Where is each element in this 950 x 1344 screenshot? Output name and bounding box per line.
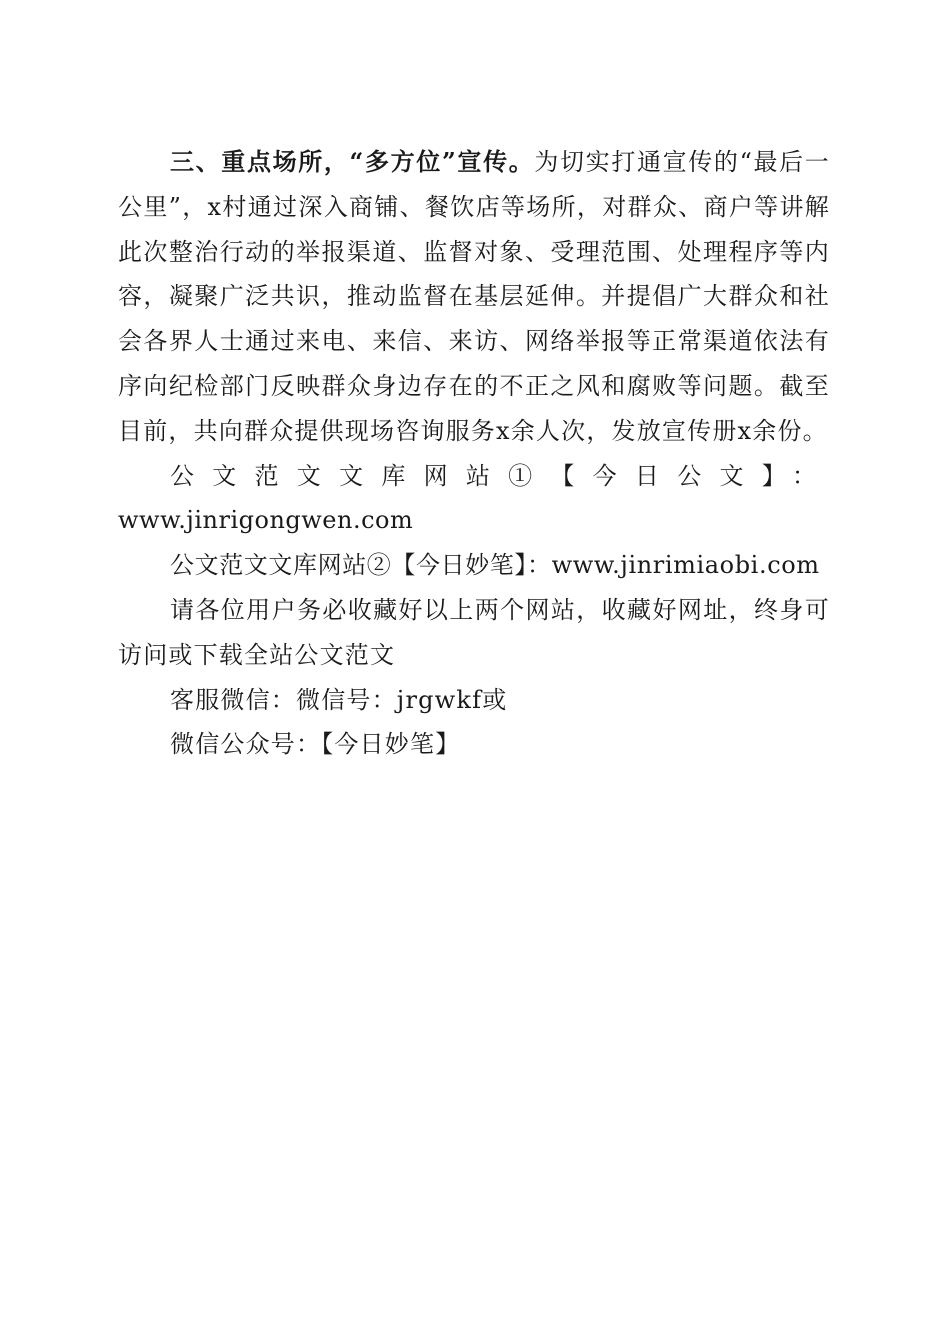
paragraph-heading: 三、重点场所，“多方位”宣传。 bbox=[170, 147, 535, 176]
document-body bbox=[118, 140, 830, 767]
paragraph-publicity bbox=[118, 140, 830, 454]
site-2-line: 公文范文文库网站②【今日妙笔】：www.jinrimiaobi.com bbox=[170, 551, 820, 580]
wechat-service-line: 客服微信：微信号：jrgwkf或 bbox=[170, 685, 508, 714]
paragraph-text: 为切实打通宣传的“最后一公里”，x村通过深入商铺、餐饮店等场所，对群众、商户等讲解此次整治行动的举报渠道、监督对象、受理范围、处理程序等内容，凝聚广泛共识，推动监督在基层延伸。并提倡广大群众和社会各界人士通过来电、来信、来访、网络举报等正常渠道依法有序向纪检部门反映群众身边存在的不正之风和腐败等问题。截至目前，共向群众提供现场咨询服务x余人次，发放宣传册x余份。 bbox=[118, 148, 831, 445]
site-1-label: 公文范文文库网站①【今日公文】： bbox=[170, 461, 830, 490]
bookmark-notice: 请各位用户务必收藏好以上两个网站，收藏好网址，终身可访问或下载全站公文范文 bbox=[118, 595, 830, 669]
site-1-url: www.jinrigongwen.com bbox=[118, 506, 414, 535]
wechat-public-line: 微信公众号：【今日妙笔】 bbox=[170, 730, 461, 759]
